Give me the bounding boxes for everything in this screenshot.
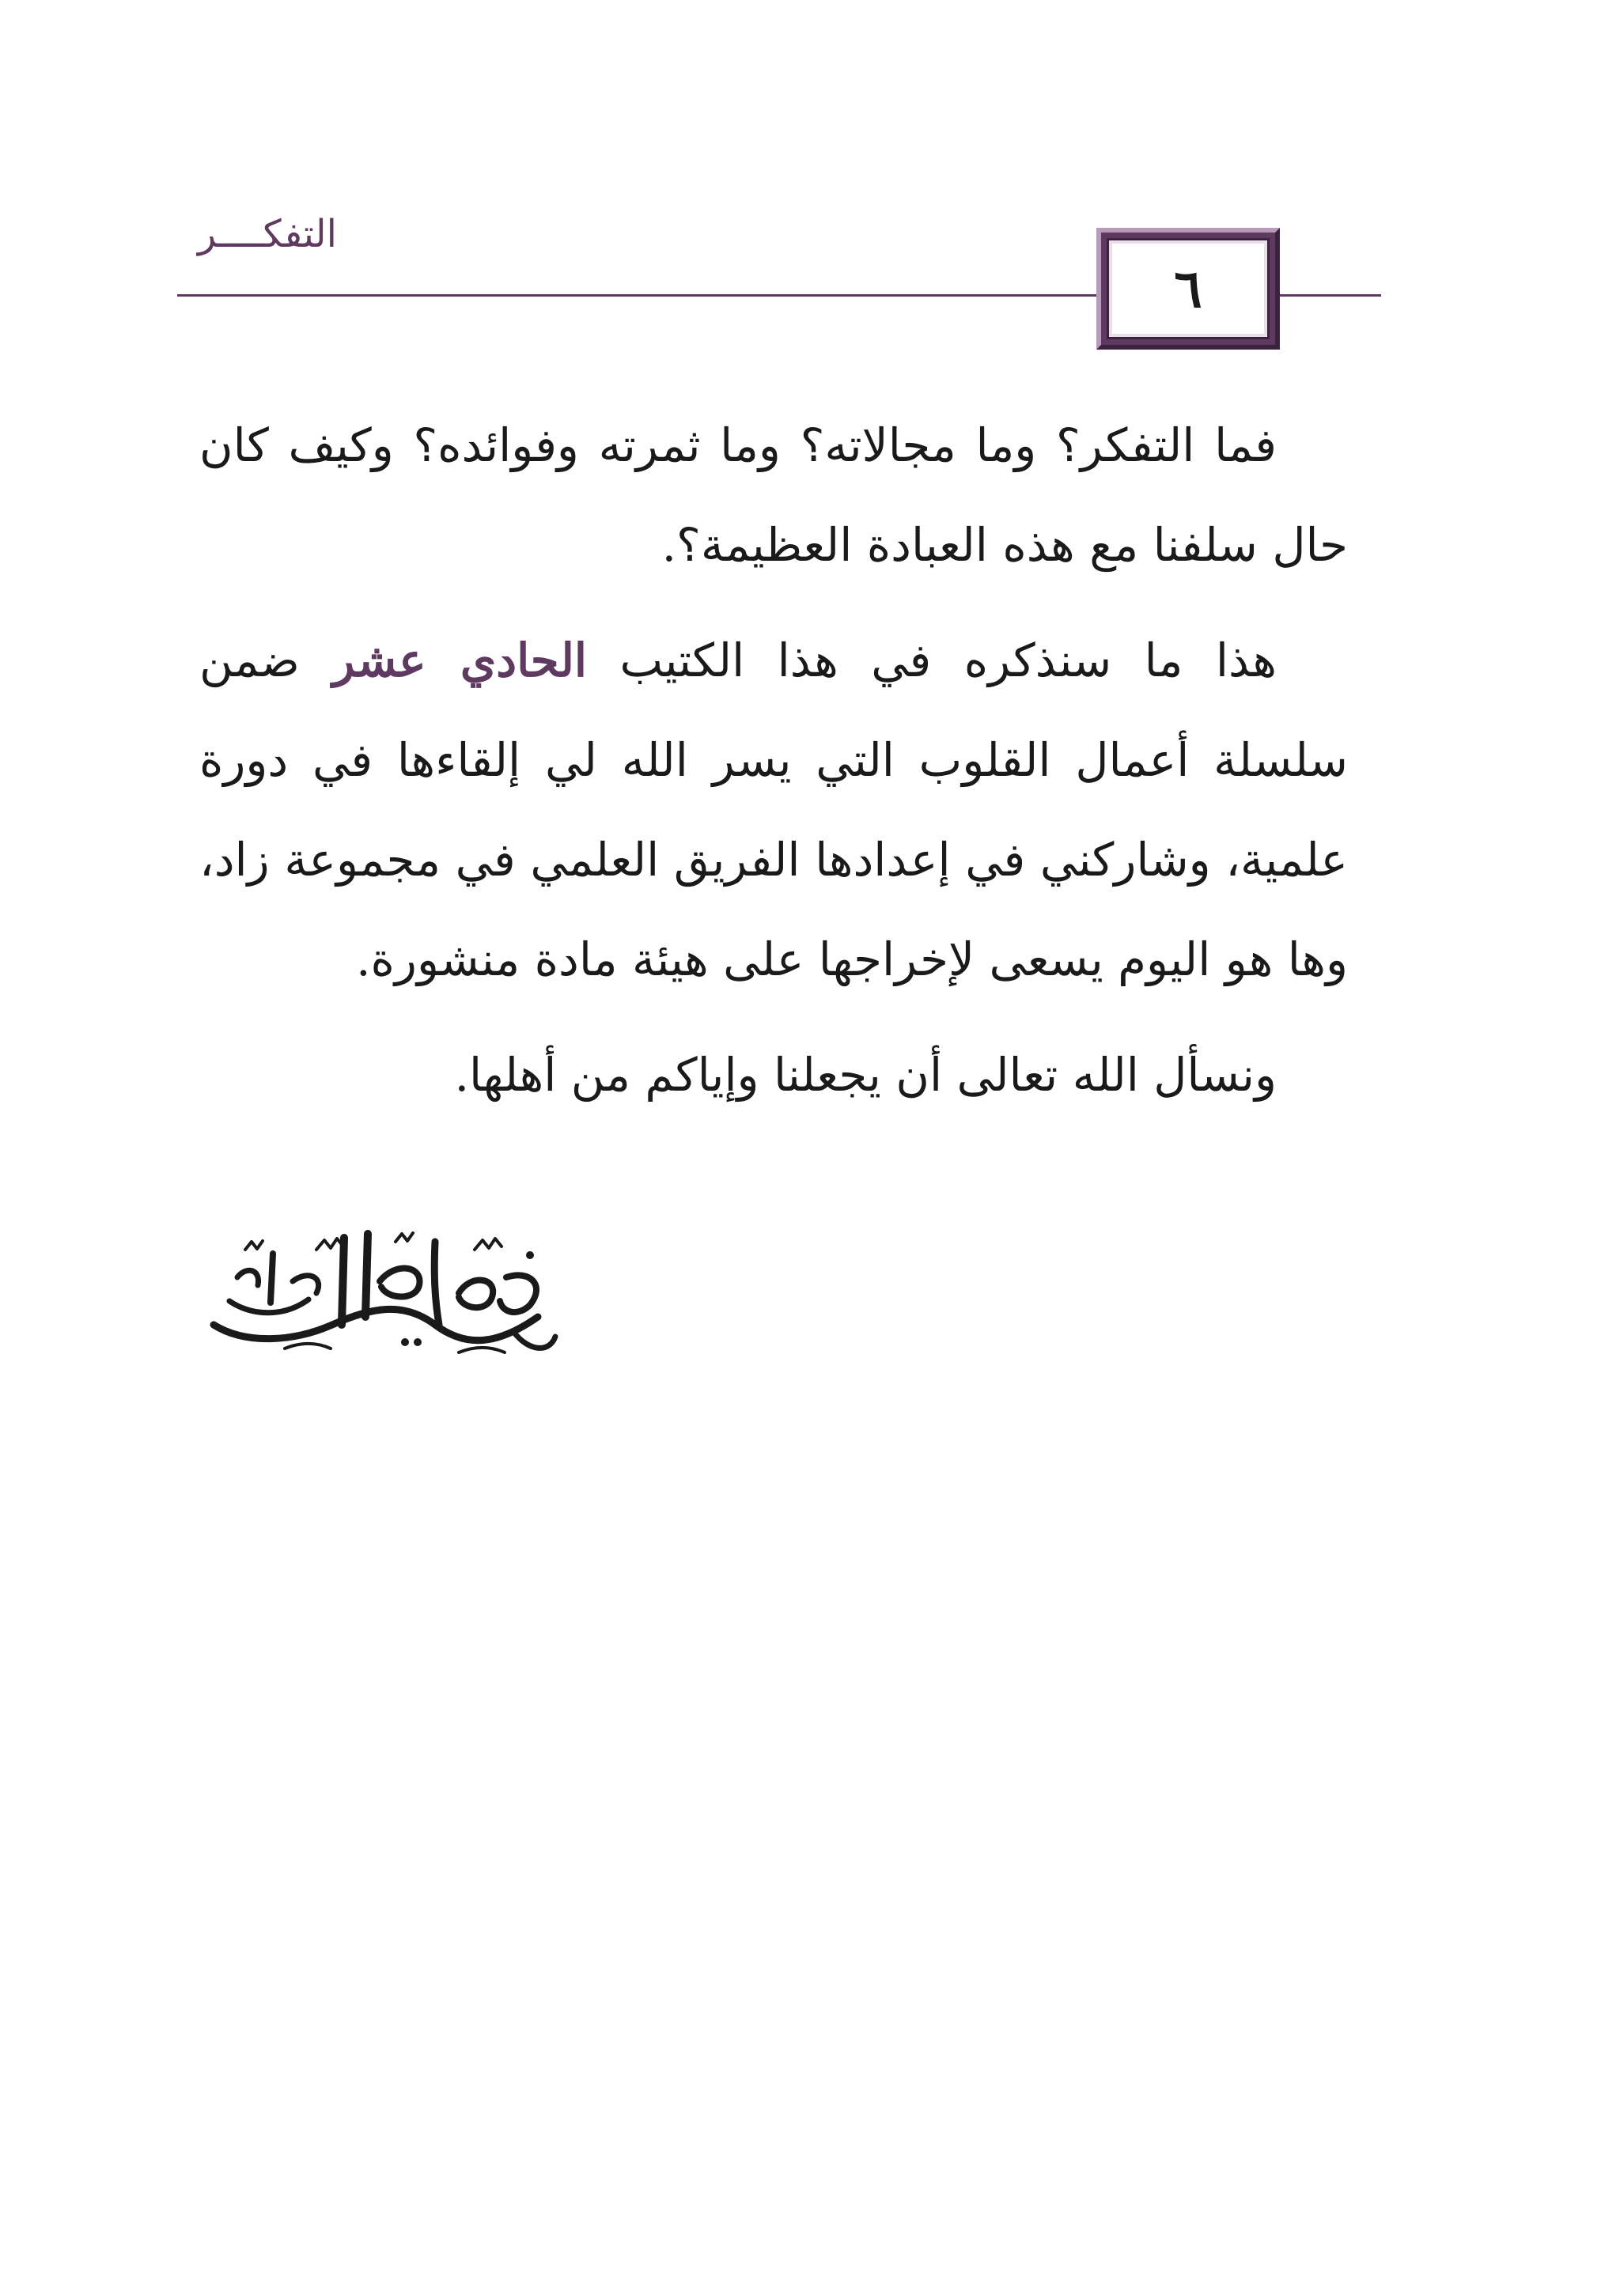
paragraph-2-start: هذا ما سنذكره في هذا الكتيب — [587, 634, 1277, 687]
highlight-eleventh: الحادي عشر — [332, 634, 588, 687]
body-text — [199, 395, 1348, 1140]
running-title: التفكــــر — [198, 212, 337, 256]
paragraph-3: ونسأل الله تعالى أن يجعلنا وإياكم من أهلها. — [454, 1048, 1277, 1102]
signature-calligraphy — [198, 1206, 562, 1364]
page-number: ٦ — [1109, 240, 1267, 337]
paragraph-2-end: ضمن سلسلة أعمال القلوب التي يسر الله لي إلقاءها في دورة علمية، وشاركني في إعدادها الفريق العلمي في مجموعة زاد، وها هو اليوم يسعى لإخراجها على هيئة مادة منشورة. — [199, 634, 1348, 986]
paragraph-1: فما التفكر؟ وما مجالاته؟ وما ثمرته وفوائده؟ وكيف كان حال سلفنا مع هذه العبادة العظيمة؟. — [199, 418, 1348, 572]
page-number-frame — [1096, 228, 1280, 350]
paragraph-2 — [199, 611, 1348, 1009]
author-signature — [198, 1206, 562, 1364]
